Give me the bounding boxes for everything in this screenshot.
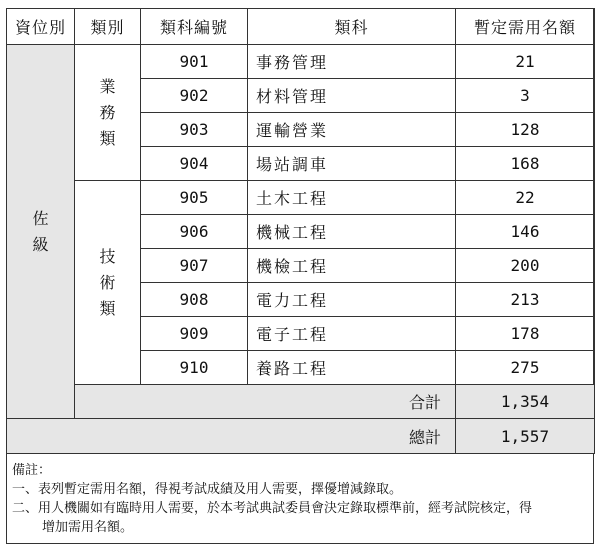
category-label: 業務類 bbox=[99, 76, 116, 148]
header-subject-code: 類科編號 bbox=[141, 9, 248, 45]
subject-code: 906 bbox=[141, 215, 248, 249]
subject-code: 909 bbox=[141, 317, 248, 351]
notes-section bbox=[12, 461, 590, 537]
category-cell-technical bbox=[75, 181, 141, 385]
quota-value: 146 bbox=[456, 215, 595, 249]
subject-name: 養路工程 bbox=[248, 351, 456, 385]
subject-code: 908 bbox=[141, 283, 248, 317]
rank-cell bbox=[7, 45, 75, 419]
header-quota: 暫定需用名額 bbox=[456, 9, 595, 45]
table-row bbox=[7, 181, 595, 215]
subtotal-value: 1,354 bbox=[456, 385, 595, 419]
category-label: 技術類 bbox=[99, 246, 116, 318]
header-subject: 類科 bbox=[248, 9, 456, 45]
quota-value: 213 bbox=[456, 283, 595, 317]
quota-value: 200 bbox=[456, 249, 595, 283]
subject-name: 電力工程 bbox=[248, 283, 456, 317]
table-row bbox=[7, 45, 595, 79]
quota-value: 21 bbox=[456, 45, 595, 79]
subtotal-label: 合計 bbox=[75, 385, 456, 419]
subject-name: 運輸營業 bbox=[248, 113, 456, 147]
header-rank: 資位別 bbox=[7, 9, 75, 45]
quota-value: 178 bbox=[456, 317, 595, 351]
quota-table bbox=[6, 8, 595, 454]
subject-name: 事務管理 bbox=[248, 45, 456, 79]
notes-title: 備註： bbox=[12, 463, 52, 478]
quota-value: 275 bbox=[456, 351, 595, 385]
subject-name: 機檢工程 bbox=[248, 249, 456, 283]
note-item-2: 二、用人機關如有臨時用人需要，於本考試典試委員會決定錄取標準前，經考試院核定，得 bbox=[12, 501, 533, 516]
subject-code: 905 bbox=[141, 181, 248, 215]
note-item-1: 一、表列暫定需用名額，得視考試成績及用人需要，擇優增減錄取。 bbox=[12, 482, 403, 497]
subtotal-row bbox=[7, 385, 595, 419]
subject-name: 機械工程 bbox=[248, 215, 456, 249]
table-header-row bbox=[7, 9, 595, 45]
subject-code: 910 bbox=[141, 351, 248, 385]
subject-name: 場站調車 bbox=[248, 147, 456, 181]
category-cell-business bbox=[75, 45, 141, 181]
subject-code: 901 bbox=[141, 45, 248, 79]
quota-value: 128 bbox=[456, 113, 595, 147]
subject-code: 903 bbox=[141, 113, 248, 147]
rank-label: 佐級 bbox=[32, 208, 49, 254]
header-category: 類別 bbox=[75, 9, 141, 45]
total-label: 總計 bbox=[7, 419, 456, 454]
subject-name: 土木工程 bbox=[248, 181, 456, 215]
subject-name: 電子工程 bbox=[248, 317, 456, 351]
subject-name: 材料管理 bbox=[248, 79, 456, 113]
note-item-2-continued: 增加需用名額。 bbox=[42, 520, 134, 535]
subject-code: 907 bbox=[141, 249, 248, 283]
quota-value: 168 bbox=[456, 147, 595, 181]
quota-value: 3 bbox=[456, 79, 595, 113]
subject-code: 902 bbox=[141, 79, 248, 113]
total-value: 1,557 bbox=[456, 419, 595, 454]
quota-value: 22 bbox=[456, 181, 595, 215]
total-row bbox=[7, 419, 595, 454]
subject-code: 904 bbox=[141, 147, 248, 181]
